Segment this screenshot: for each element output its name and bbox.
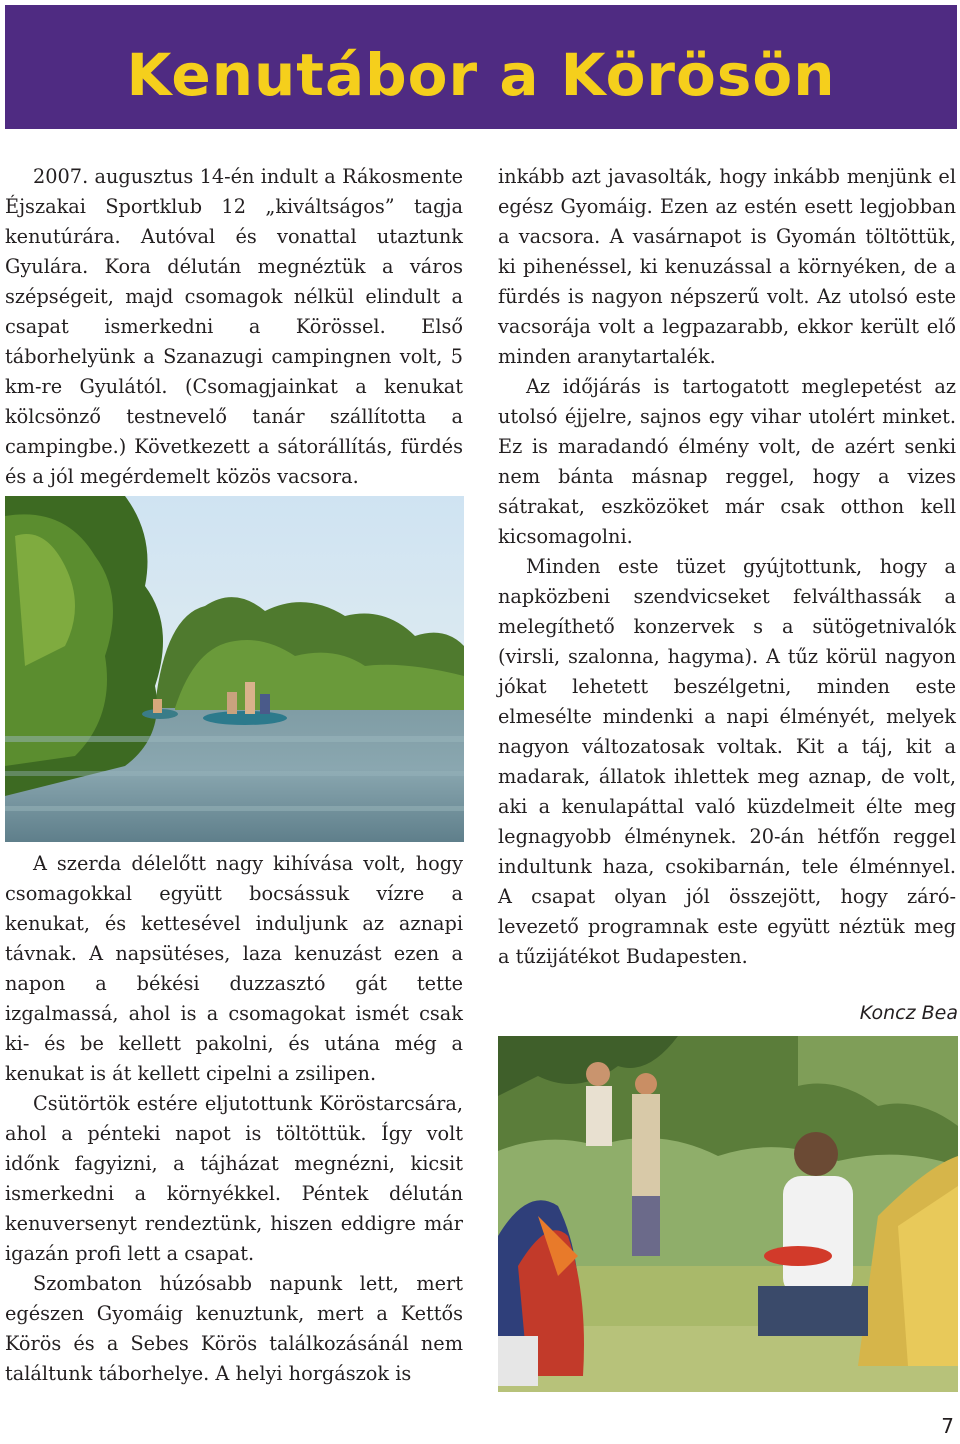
campsite-photo-drawing [498,1036,958,1392]
column-right [498,162,956,972]
campsite-photo [498,1036,958,1392]
column-left-top [5,162,463,492]
paragraph: Csütörtök estére eljutottunk Köröstarcsára, ahol a pénteki napot is töltöttük. Így volt időnk fagyizni, a tájházat megnézni, kicsit ismerkedni a környékkel. Péntek délután kenuversenyt rendeztünk, hiszen eddigre már igazán profi lett a csapat. [5,1092,463,1265]
page-number: 7 [941,1414,954,1438]
paragraph: inkább azt javasolták, hogy inkább menjünk el egész Gyomáig. Ezen az estén esett legjobban a vacsora. A vasárnapot is Gyomán töltöttük, ki pihenéssel, ki kenuzással a környéken, de a fürdés is nagyon népszerű volt. Az utolsó este vacsorája volt a legpazarabb, ekkor került elő minden aranytartalék. [498,165,956,368]
paragraph: A szerda délelőtt nagy kihívása volt, hogy csomagokkal együtt bocsássuk vízre a kenukat, és kettesével induljunk az aznapi távnak. A napsütéses, laza kenuzást ezen a napon a békési duzzasztó gát tette izgalmassá, ahol is a csomagokat ismét csak ki- és be kellett pakolni, és utána még a kenukat is át kellett cipelni a zsilipen. [5,852,463,1085]
author-signature: Koncz Bea [859,1002,958,1024]
column-left-bottom [5,849,463,1389]
river-canoes-photo-drawing [5,496,464,842]
river-canoes-photo [5,496,464,842]
title-banner [5,5,957,129]
paragraph: 2007. augusztus 14-én indult a Rákosmente Éjszakai Sportklub 12 „kiváltságos” tagja kenutúrára. Autóval és vonattal utaztunk Gyulára. Kora délután megnéztük a város szépségeit, majd csomagok nélkül elindult a csapat ismerkedni a Körössel. Első táborhelyünk a Szanazugi campingnen volt, 5 km-re Gyulától. (Csomagjainkat a kenukat kölcsönző testnevelő tanár szállította a campingbe.) Következett a sátorállítás, fürdés és a jól megérdemelt közös vacsora. [5,165,463,488]
paragraph: Az időjárás is tartogatott meglepetést az utolsó éjjelre, sajnos egy vihar utolért minket. Ez is maradandó élmény volt, de azért senki nem bánta másnap reggel, hogy a vizes sátrakat, eszközöket már csak otthon kell kicsomagolni. [498,375,956,548]
article-title: Kenutábor a Körösön [126,41,836,109]
paragraph: Szombaton húzósabb napunk lett, mert egészen Gyomáig kenuztunk, mert a Kettős Körös és a Sebes Körös találkozásánál nem találtunk táborhelye. A helyi horgászok is [5,1272,463,1385]
paragraph: Minden este tüzet gyújtottunk, hogy a napközbeni szendvicseket felválthassák a melegíthető konzervek s a sütögetnivalók (virsli, szalonna, hagyma). A tűz körül nagyon jókat lehetett beszélgetni, minden este elmesélte mindenki a napi élményét, melyek nagyon változatosak voltak. Kit a táj, kit a madarak, állatok ihlettek meg aznap, de volt, aki a kenulapáttal való küzdelmeit élte meg legnagyobb élménynek. 20-án hétfőn reggel indultunk haza, csokibarnán, tele élménnyel. A csapat olyan jól összejött, hogy záró-levezető programnak este együtt néztük meg a tűzijátékot Budapesten. [498,555,956,968]
